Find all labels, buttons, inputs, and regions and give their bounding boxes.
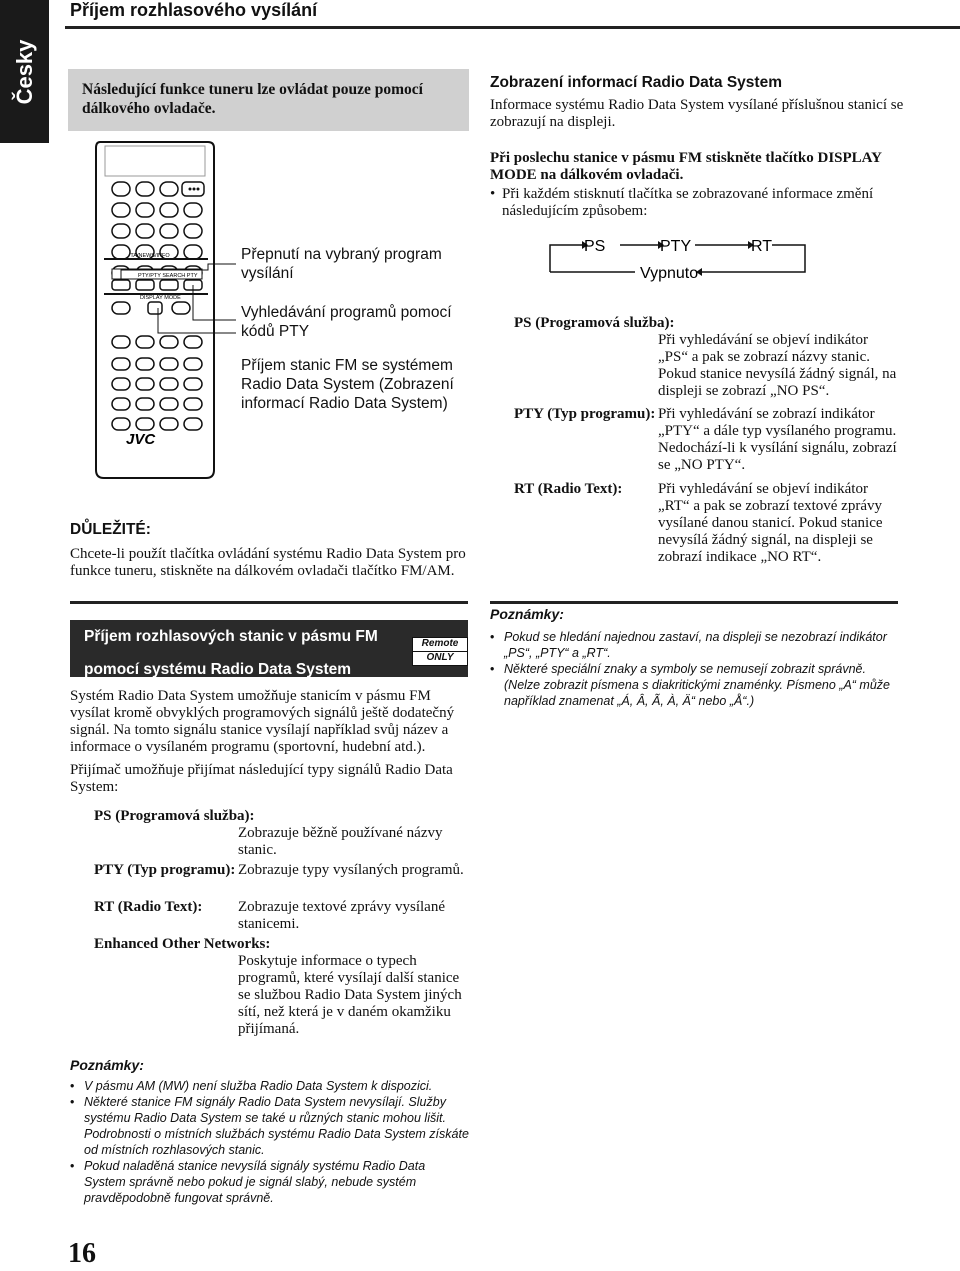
important-title: DŮLEŽITÉ:: [70, 521, 151, 538]
right-note-item: • Pokud se hledání najednou zastaví, na displeji se nezobrazí indikátor „PS“, „PTY“ a „RT“.: [490, 629, 895, 661]
right-instruction: Při poslechu stanice v pásmu FM stiskněte tlačítko DISPLAY MODE na dálkovém ovladači.: [490, 150, 882, 183]
remote-label-display: DISPLAY MODE: [140, 295, 181, 301]
def-term-rt: RT (Radio Text):: [94, 899, 203, 915]
flow-ps: PS: [584, 238, 606, 255]
right-term-rt: RT (Radio Text):: [514, 481, 623, 497]
badge-remote: Remote: [412, 637, 468, 652]
right-bullet-text: Při každém stisknutí tlačítka se zobrazované informace změní následujícím způsobem:: [502, 186, 874, 219]
important-text: Chcete-li použít tlačítka ovládání systému Radio Data System pro funkce tuneru, stiskněte na dálkovém ovladači tlačítko FM/AM.: [70, 546, 466, 579]
callout-select-program: Přepnutí na vybraný program vysílání: [241, 246, 442, 282]
right-intro: Informace systému Radio Data System vysílané příslušnou stanicí se zobrazují na displeji.: [490, 97, 904, 130]
remote-brand-logo: JVC: [126, 431, 156, 448]
def-desc-ps: Zobrazuje běžně používané názvy stanic.: [238, 825, 443, 858]
remote-only-note-text: Následující funkce tuneru lze ovládat pouze pomocí dálkového ovladače.: [82, 81, 423, 117]
right-desc-ps: Při vyhledávání se objeví indikátor „PS“ a pak se zobrazí názvy stanic. Pokud stanice nevysílá žádný signál, na displeji se zobrazí „NO PS“.: [658, 332, 897, 399]
remote-label-pty: PTY/PTY SEARCH PTY: [138, 273, 198, 279]
def-term-pty: PTY (Typ programu):: [94, 862, 236, 878]
right-notes: [490, 629, 895, 709]
language-tab: [0, 0, 49, 143]
left-note-item: • V pásmu AM (MW) není služba Radio Data System k dispozici.: [70, 1078, 470, 1094]
header-rule: [65, 26, 960, 29]
page-header-title: Příjem rozhlasového vysílání: [70, 0, 318, 20]
bullet-icon: •: [490, 186, 496, 202]
right-term-ps: PS (Programová služba):: [514, 315, 675, 331]
remote-only-badge: [412, 637, 468, 667]
right-desc-rt: Při vyhledávání se objeví indikátor „RT“ a pak se zobrazí textové zprávy vysílané danou stanicí. Pokud stanice nevysílá žádný signál, na displeji se zobrazí indikace „NO RT“.: [658, 481, 883, 565]
page-number: 16: [68, 1238, 96, 1269]
right-heading: Zobrazení informací Radio Data System: [490, 74, 782, 91]
left-note-item: • Některé stanice FM signály Radio Data System nevysílají. Služby systému Radio Data System se také u různých stanic mohou lišit. Podrobnosti o místních službách systému Radio Data System získáte od místních rozhlasových stanic.: [70, 1094, 470, 1158]
banner-line-1: Příjem rozhlasových stanic v pásmu FM: [84, 628, 378, 645]
right-section-rule: [490, 601, 898, 604]
def-desc-pty: Zobrazuje typy vysílaných programů.: [238, 862, 464, 878]
flow-pty: PTY: [660, 238, 692, 255]
def-desc-rt: Zobrazuje textové zprávy vysílané stanicemi.: [238, 899, 445, 932]
left-note-item: • Pokud naladěná stanice nevysílá signály systému Radio Data System správně nebo pokud je signál slabý, nebude systém pravděpodobně fungovat správně.: [70, 1158, 470, 1206]
right-term-pty: PTY (Typ programu):: [514, 406, 656, 422]
flow-rt: RT: [751, 238, 773, 255]
left-notes-title: Poznámky:: [70, 1057, 144, 1073]
intro-paragraph-2: Přijímač umožňuje přijímat následující typy signálů Radio Data System:: [70, 762, 453, 795]
display-mode-flow: [540, 232, 830, 287]
left-notes: [70, 1078, 470, 1206]
banner-line-2: pomocí systému Radio Data System: [84, 661, 352, 678]
section-banner: [70, 620, 468, 677]
remote-label-ta: TA/NEWS/INFO: [130, 253, 170, 259]
right-notes-title: Poznámky:: [490, 606, 564, 622]
callout-fm-rds: Příjem stanic FM se systémem Radio Data System (Zobrazení informací Radio Data System): [241, 357, 454, 412]
callout-pty-search: Vyhledávání programů pomocí kódů PTY: [241, 304, 452, 340]
right-desc-pty: Při vyhledávání se zobrazí indikátor „PTY“ a dále typ vysílaného programu. Nedochází-li k vysílání signálu, zobrazí se „NO PTY“.: [658, 406, 897, 473]
def-term-eon: Enhanced Other Networks:: [94, 936, 271, 952]
badge-only: ONLY: [412, 651, 468, 666]
language-tab-label: Česky: [11, 39, 37, 104]
flow-off: Vypnuto: [640, 265, 699, 282]
remote-only-note: [68, 69, 469, 131]
def-term-ps: PS (Programová služba):: [94, 808, 255, 824]
right-bullet: [490, 186, 922, 220]
right-note-item: • Některé speciální znaky a symboly se nemusejí zobrazit správně. (Nelze zobrazit písmena s diakritickými znaménky. Písmeno „A“ může například znamenat „Á, Â, Ã, À, Ä“ nebo „Å“.): [490, 661, 895, 709]
section-rule: [70, 601, 468, 604]
def-desc-eon: Poskytuje informace o typech programů, které vysílají další stanice se službou Radio Data System jiných sítí, než která je v daném okamžiku přijímaná.: [238, 953, 462, 1037]
intro-paragraph-1: Systém Radio Data System umožňuje stanicím v pásmu FM vysílat kromě obvyklých programových signálů ještě dodatečný signál. Na tomto signálu stanice vysílají například svůj název a informace o vysílaném programu (sportovní, hudební atd.).: [70, 688, 455, 755]
